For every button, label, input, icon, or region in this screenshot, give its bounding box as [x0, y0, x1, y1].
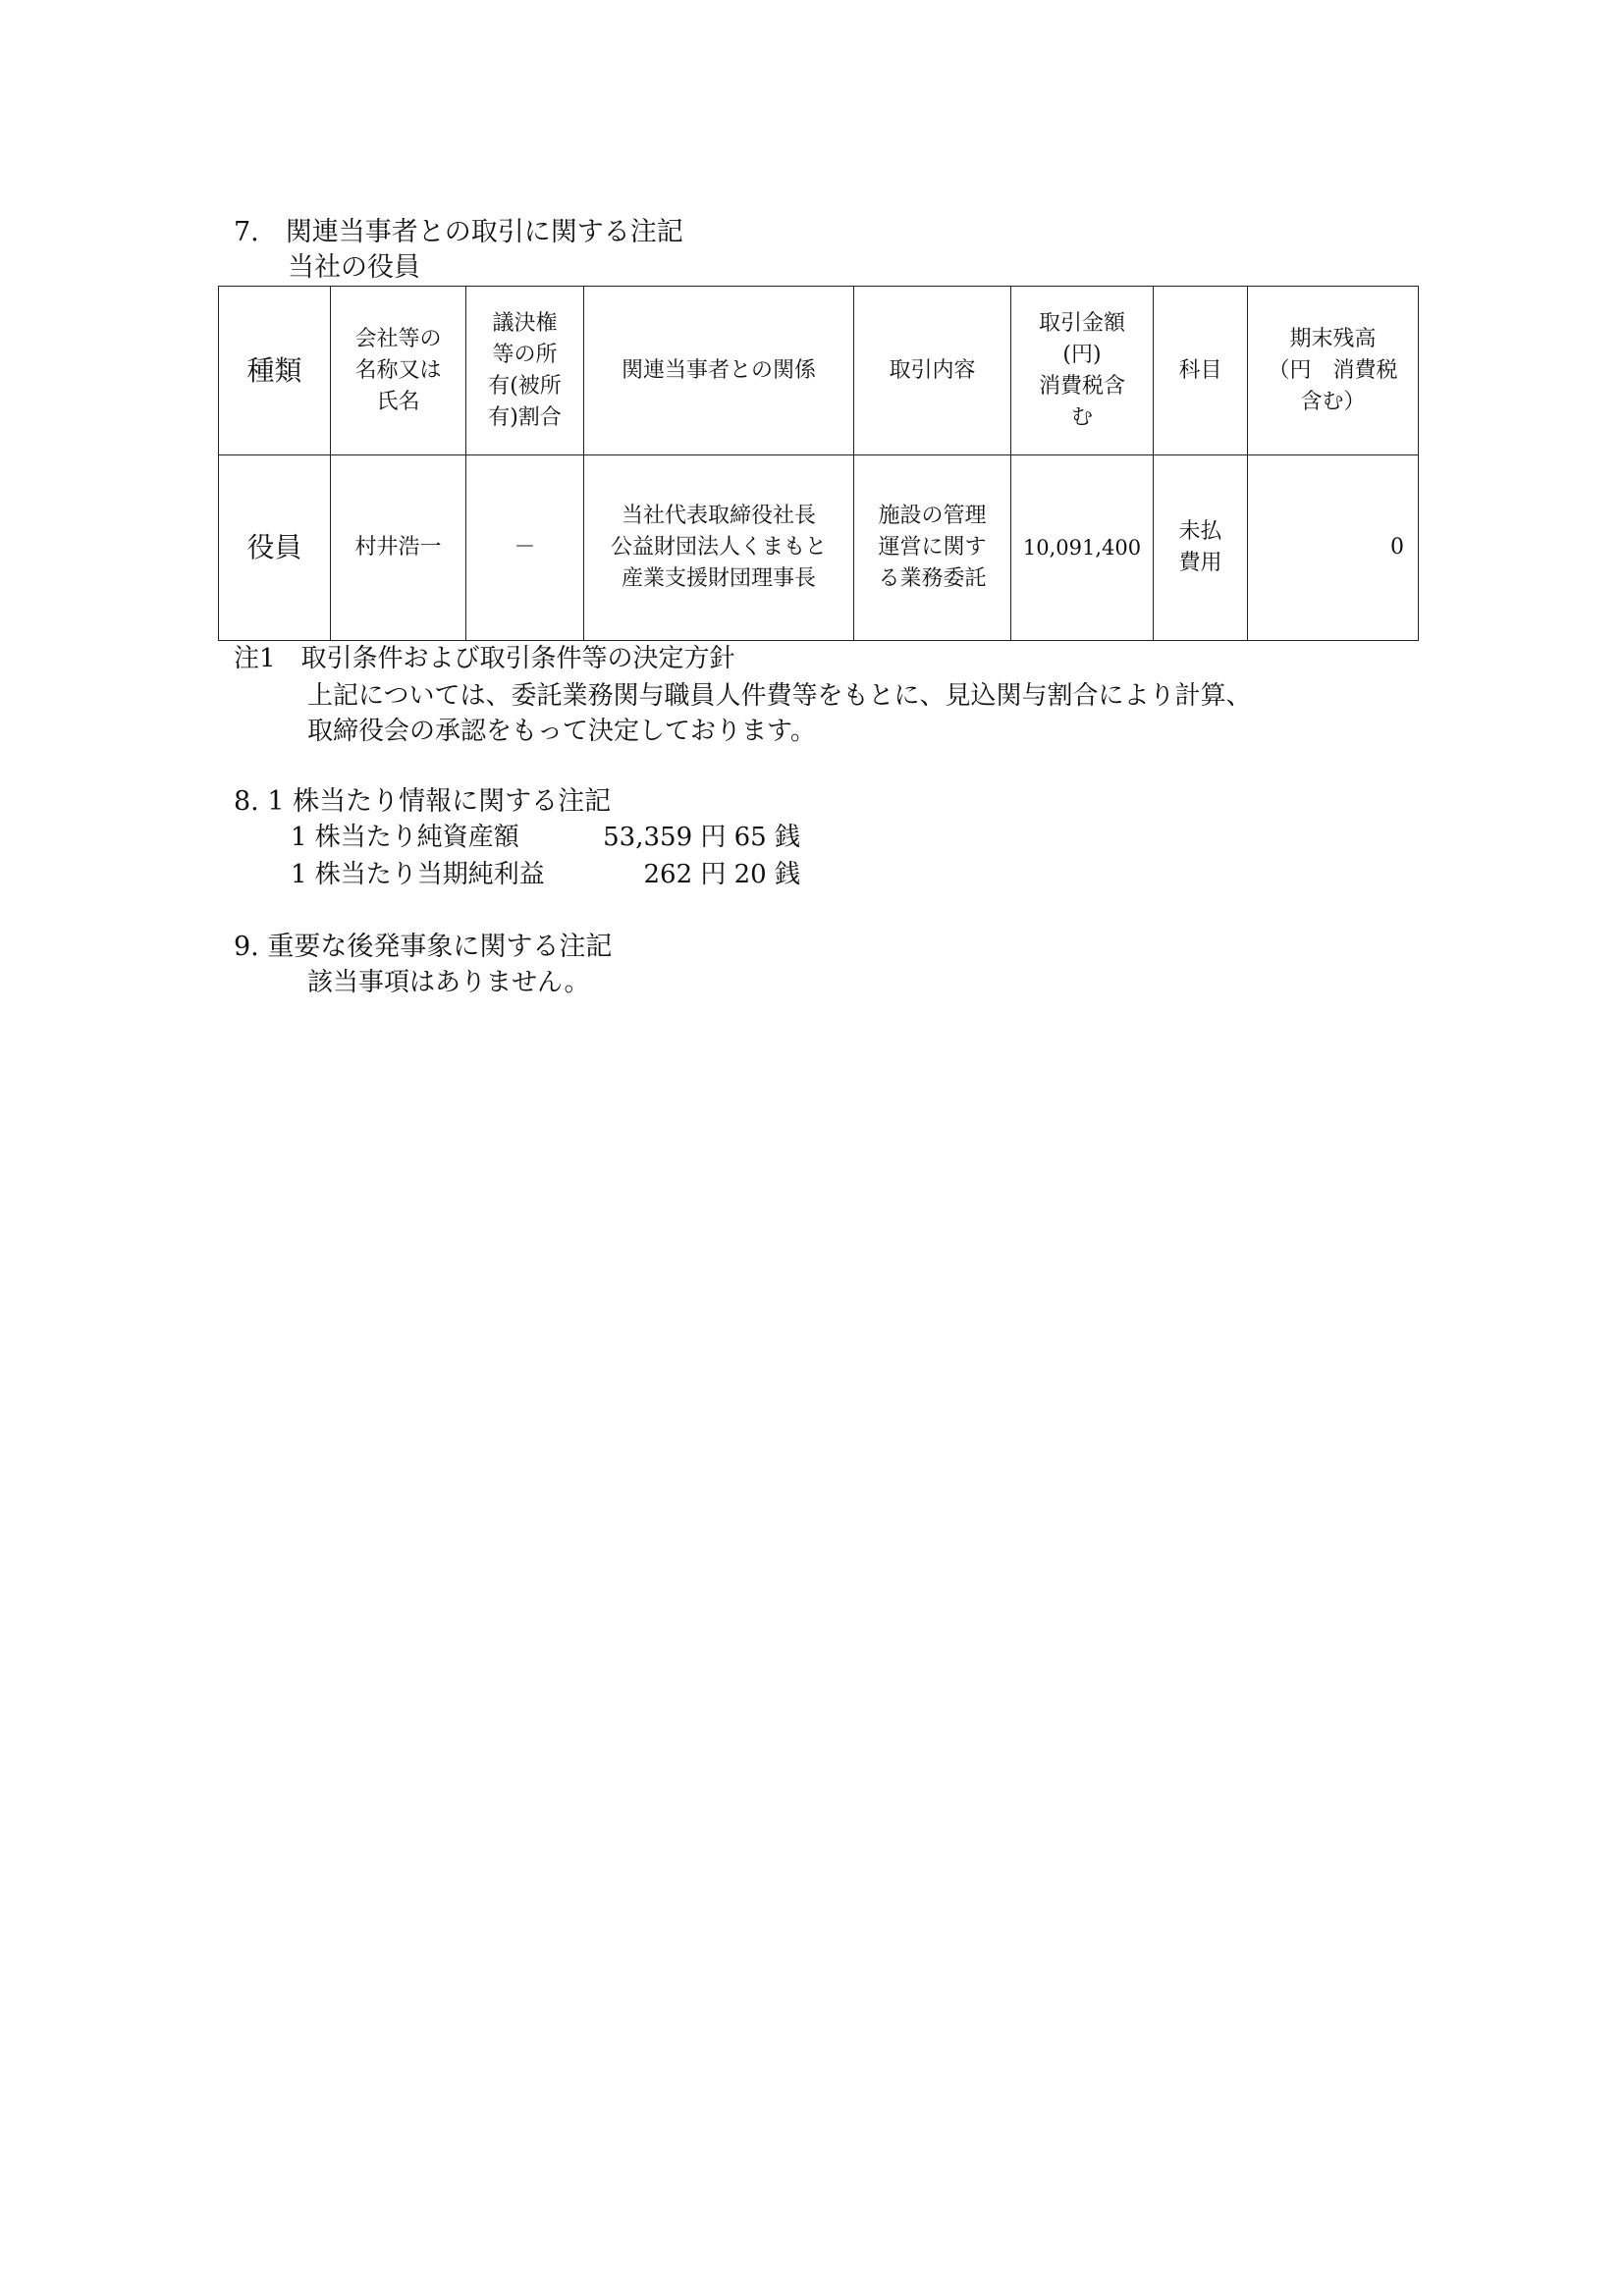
header-cell-amount: 取引金額 (円) 消費税含 む — [1011, 287, 1154, 455]
cell-account: 未払 費用 — [1154, 455, 1248, 641]
related-party-table — [218, 286, 1419, 641]
section9-text: 該当事項はありません。 — [307, 968, 590, 997]
note-title: 注1 取引条件および取引条件等の決定方針 — [234, 644, 735, 673]
table-header-row — [219, 287, 1419, 455]
section7-subheading: 当社の役員 — [288, 252, 420, 283]
cell-ending-balance: 0 — [1248, 455, 1419, 641]
per-share-label-1: 1 株当たり純資産額 — [291, 823, 519, 852]
cell-transaction: 施設の管理 運営に関す る業務委託 — [854, 455, 1011, 641]
cell-type: 役員 — [219, 455, 331, 641]
per-share-label-2: 1 株当たり当期純利益 — [291, 860, 545, 889]
header-cell-name: 会社等の 名称又は 氏名 — [331, 287, 466, 455]
header-cell-type: 種類 — [219, 287, 331, 455]
cell-relationship: 当社代表取締役社長 公益財団法人くまもと 産業支援財団理事長 — [584, 455, 854, 641]
per-share-value-1: 53,359 円 65 銭 — [603, 823, 800, 852]
header-cell-relationship: 関連当事者との関係 — [584, 287, 854, 455]
section9-heading: 9. 重要な後発事象に関する注記 — [234, 932, 613, 962]
table-row — [219, 455, 1419, 641]
header-cell-voting-rights: 議決権 等の所 有(被所 有)割合 — [466, 287, 584, 455]
section8-heading: 8. 1 株当たり情報に関する注記 — [234, 786, 612, 817]
per-share-value-2: 262 円 20 銭 — [643, 860, 800, 889]
header-cell-ending-balance: 期末残高 （円 消費税 含む） — [1248, 287, 1419, 455]
header-cell-transaction: 取引内容 — [854, 287, 1011, 455]
cell-amount: 10,091,400 — [1011, 455, 1154, 641]
cell-name: 村井浩一 — [331, 455, 466, 641]
header-cell-account: 科目 — [1154, 287, 1248, 455]
note-line-2: 取締役会の承認をもって決定しております。 — [307, 717, 816, 746]
note-line-1: 上記については、委託業務関与職員人件費等をもとに、見込関与割合により計算、 — [307, 681, 1252, 711]
section7-heading: 7. 関連当事者との取引に関する注記 — [234, 217, 683, 247]
cell-voting-rights: － — [466, 455, 584, 641]
